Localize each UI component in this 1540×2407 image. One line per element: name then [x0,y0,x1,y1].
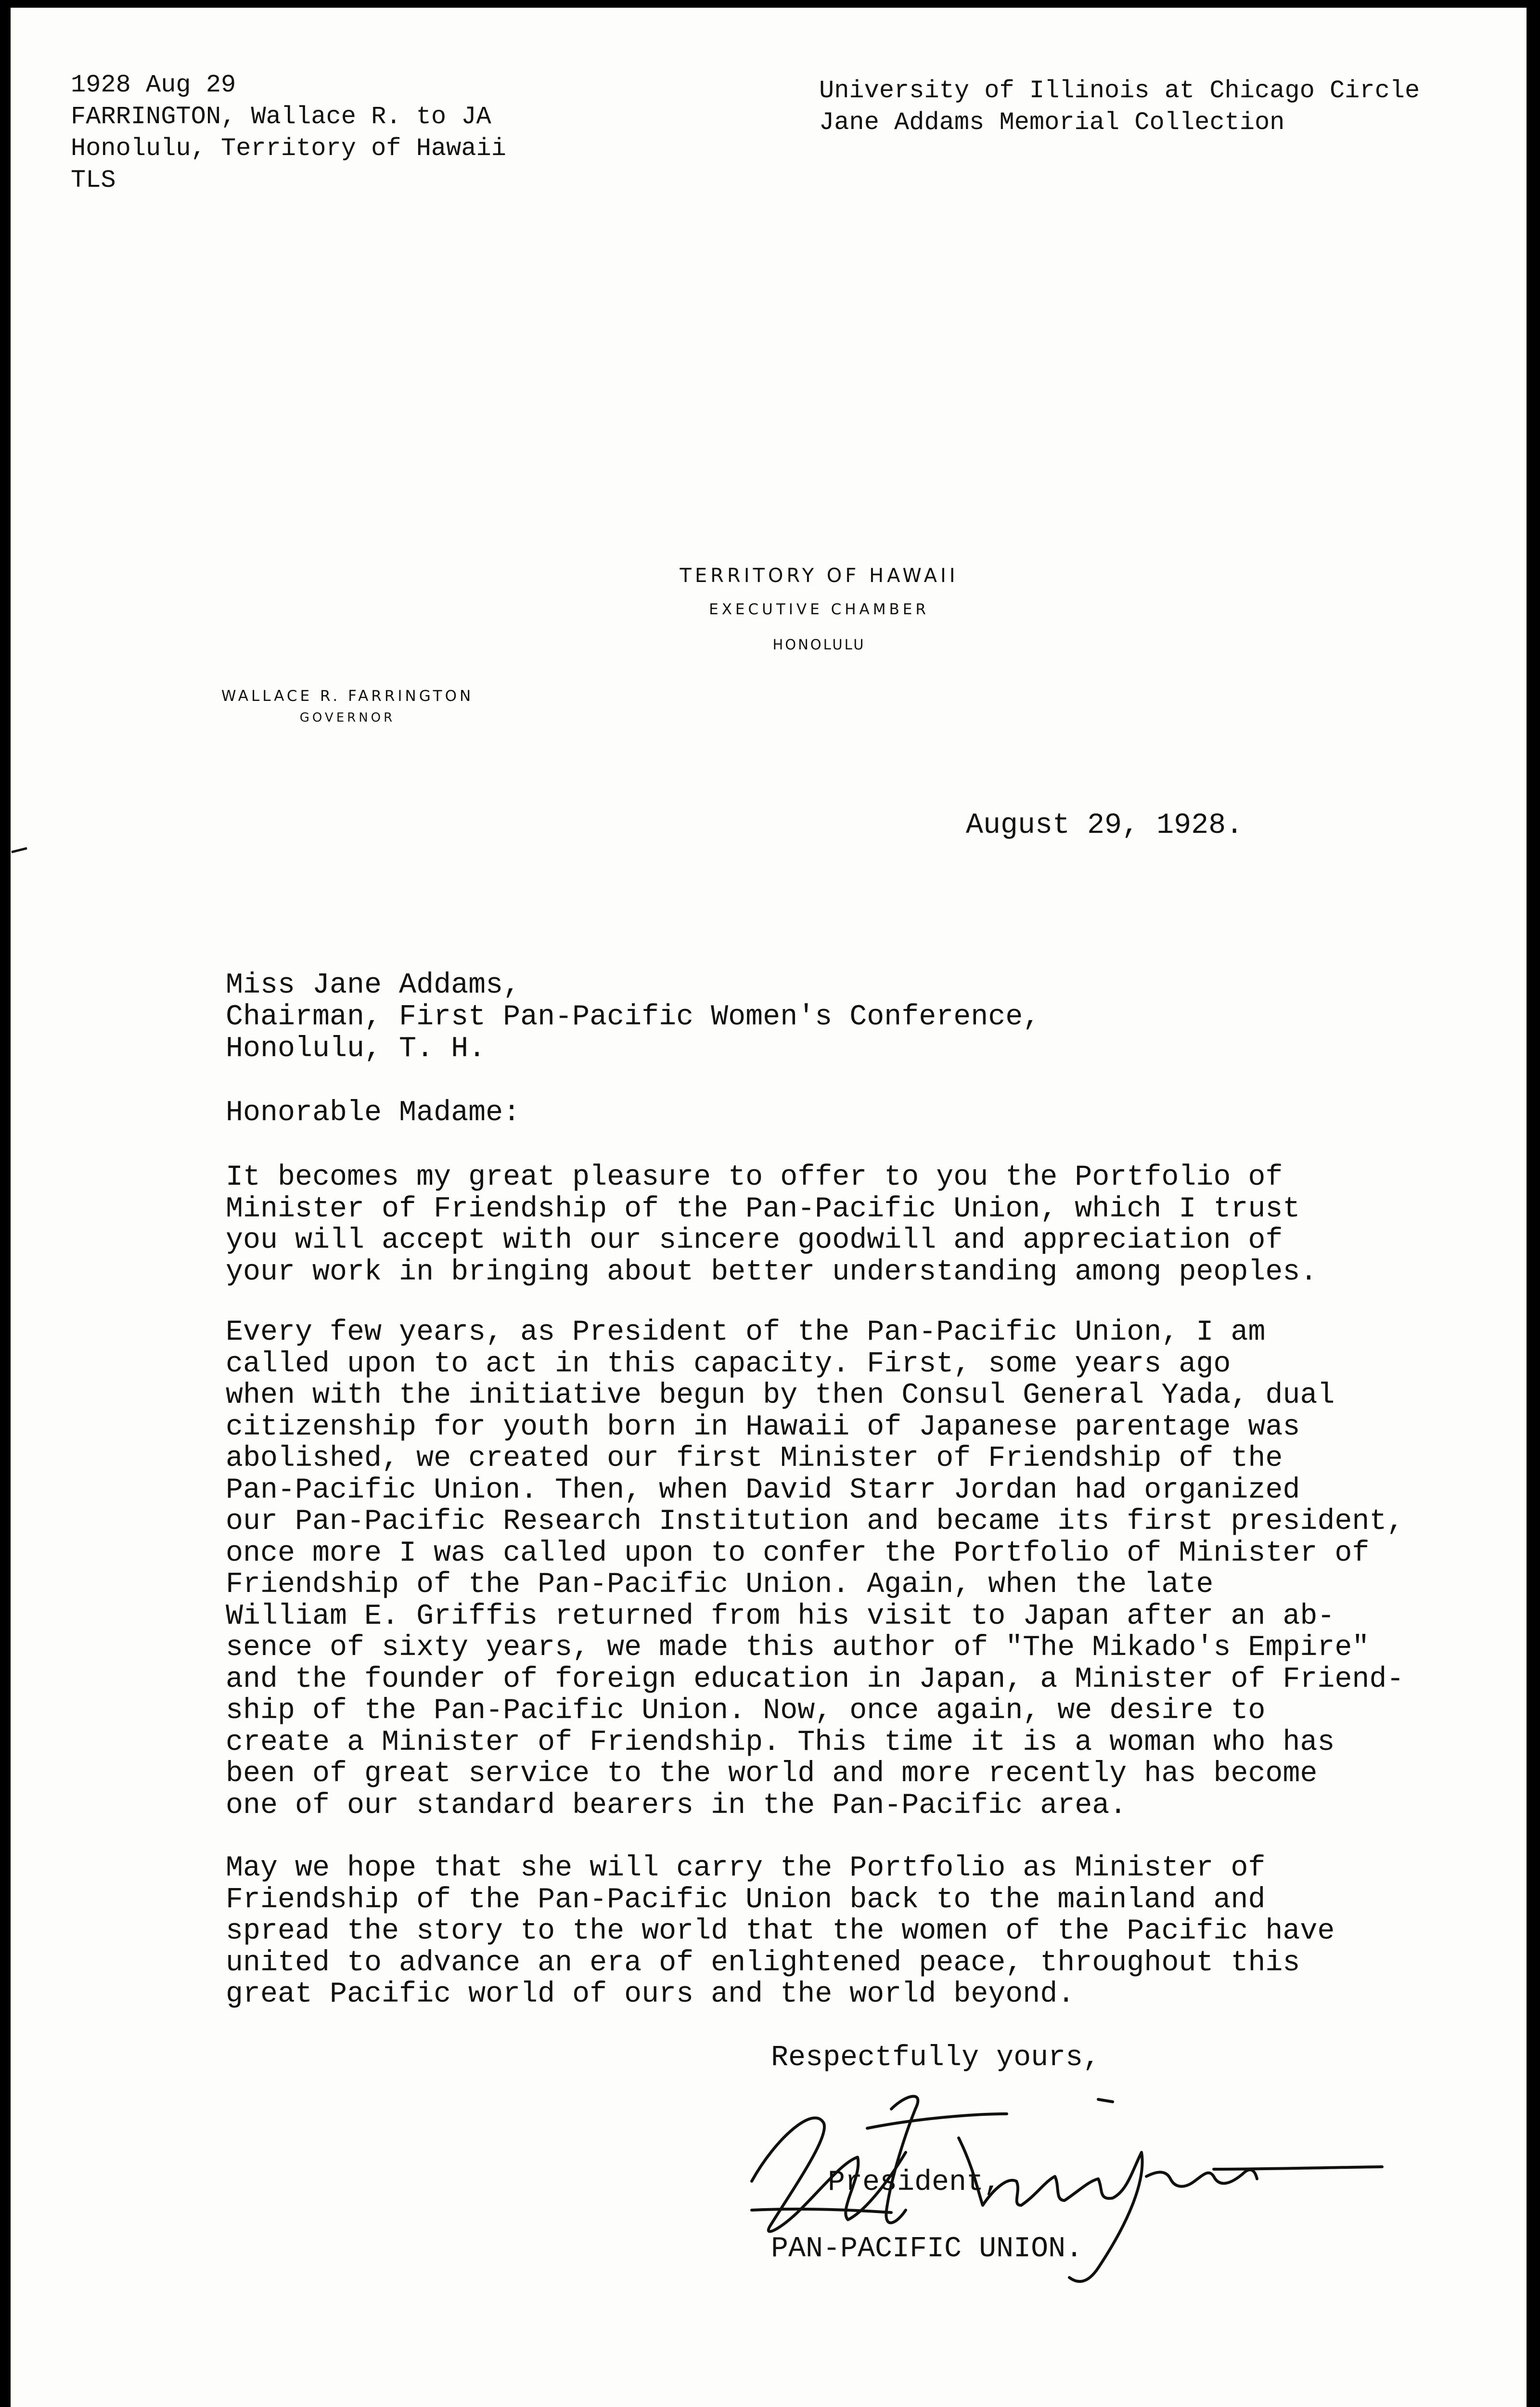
signature-stroke [1146,2170,1257,2186]
paragraph-line: create a Minister of Friendship. This time it is a woman who has [226,1726,1335,1759]
paragraph-line: Every few years, as President of the Pan-Pacific Union, I am [226,1316,1266,1349]
paragraph-line: once more I was called upon to confer the Portfolio of Minister of [226,1537,1370,1570]
catalog-type: TLS [71,166,116,194]
collection-name: Jane Addams Memorial Collection [819,108,1285,137]
paragraph-line: our Pan-Pacific Research Institution and became its first president, [226,1505,1404,1538]
paragraph-line: May we hope that she will carry the Portfolio as Minister of [226,1852,1266,1885]
paragraph-line: called upon to act in this capacity. First, some years ago [226,1347,1231,1381]
paragraph-line: great Pacific world of ours and the world beyond. [226,1978,1075,2011]
catalog-date: 1928 Aug 29 [71,71,236,99]
archive-catalog-note [71,69,506,196]
paragraph-line: you will accept with our sincere goodwill and appreciation of [226,1224,1283,1257]
collection-institution: University of Illinois at Chicago Circle [819,77,1420,105]
closing: Respectfully yours, [771,2042,1101,2074]
paragraph-line: William E. Griffis returned from his visit to Japan after an ab- [226,1600,1335,1633]
signature-stroke [1214,2167,1382,2169]
governor-title: GOVERNOR [299,711,396,725]
paragraph-line: sence of sixty years, we made this author of "The Mikado's Empire" [226,1631,1370,1664]
letterhead [530,561,1108,660]
paragraph-line: your work in bringing about better understanding among peoples. [226,1255,1318,1289]
letter-date: August 29, 1928. [966,809,1244,842]
paragraph-line: and the founder of foreign education in Japan, a Minister of Friend- [226,1663,1404,1696]
signature-title: President, [828,2166,1001,2199]
paragraph-line: It becomes my great pleasure to offer to you the Portfolio of [226,1161,1283,1194]
paragraph-line: Minister of Friendship of the Pan-Pacific Union, which I trust [226,1192,1300,1226]
archive-collection-note [819,75,1420,139]
signature-organization: PAN-PACIFIC UNION. [771,2233,1083,2265]
paragraph-line: spread the story to the world that the women of the Pacific have [226,1915,1335,1948]
paragraph-line: been of great service to the world and more recently has become [226,1758,1318,1790]
paragraph-line: Friendship of the Pan-Pacific Union back to the mainland and [226,1883,1266,1916]
paragraph-1 [226,1162,1317,1288]
paragraph-line: ship of the Pan-Pacific Union. Now, once again, we desire to [226,1695,1266,1727]
signature-stroke [867,2114,1007,2128]
paragraph-line: when with the initiative begun by then Consul General Yada, dual [226,1379,1335,1412]
letterhead-office: EXECUTIVE CHAMBER [709,601,929,618]
recipient-name: Miss Jane Addams, [226,969,521,1002]
governor-block [174,684,521,727]
paragraph-line: abolished, we created our first Minister of Friendship of the [226,1442,1283,1475]
paragraph-line: Pan-Pacific Union. Then, when David Starr Jordan had organized [226,1474,1300,1507]
catalog-place: Honolulu, Territory of Hawaii [71,134,506,163]
signature-stroke [752,2209,891,2213]
paragraph-line: one of our standard bearers in the Pan-Pacific area. [226,1789,1127,1822]
margin-tick-icon [11,845,30,855]
salutation: Honorable Madame: [226,1097,521,1129]
letterhead-city: HONOLULU [772,636,866,653]
catalog-correspondents: FARRINGTON, Wallace R. to JA [71,103,491,131]
letterhead-territory: TERRITORY OF HAWAII [680,565,959,587]
paragraph-line: united to advance an era of enlightened peace, throughout this [226,1946,1300,1980]
recipient-title: Chairman, First Pan-Pacific Women's Conference, [226,1001,1040,1034]
recipient-address [226,970,1040,1065]
governor-name: WALLACE R. FARRINGTON [221,687,474,705]
letter-page [11,8,1527,2407]
paragraph-3 [226,1853,1335,2011]
recipient-location: Honolulu, T. H. [226,1033,486,1065]
paragraph-2 [226,1317,1404,1822]
signature-stroke [1098,2099,1113,2102]
paragraph-line: citizenship for youth born in Hawaii of Japanese parentage was [226,1411,1300,1444]
paragraph-line: Friendship of the Pan-Pacific Union. Again, when the late [226,1568,1214,1601]
